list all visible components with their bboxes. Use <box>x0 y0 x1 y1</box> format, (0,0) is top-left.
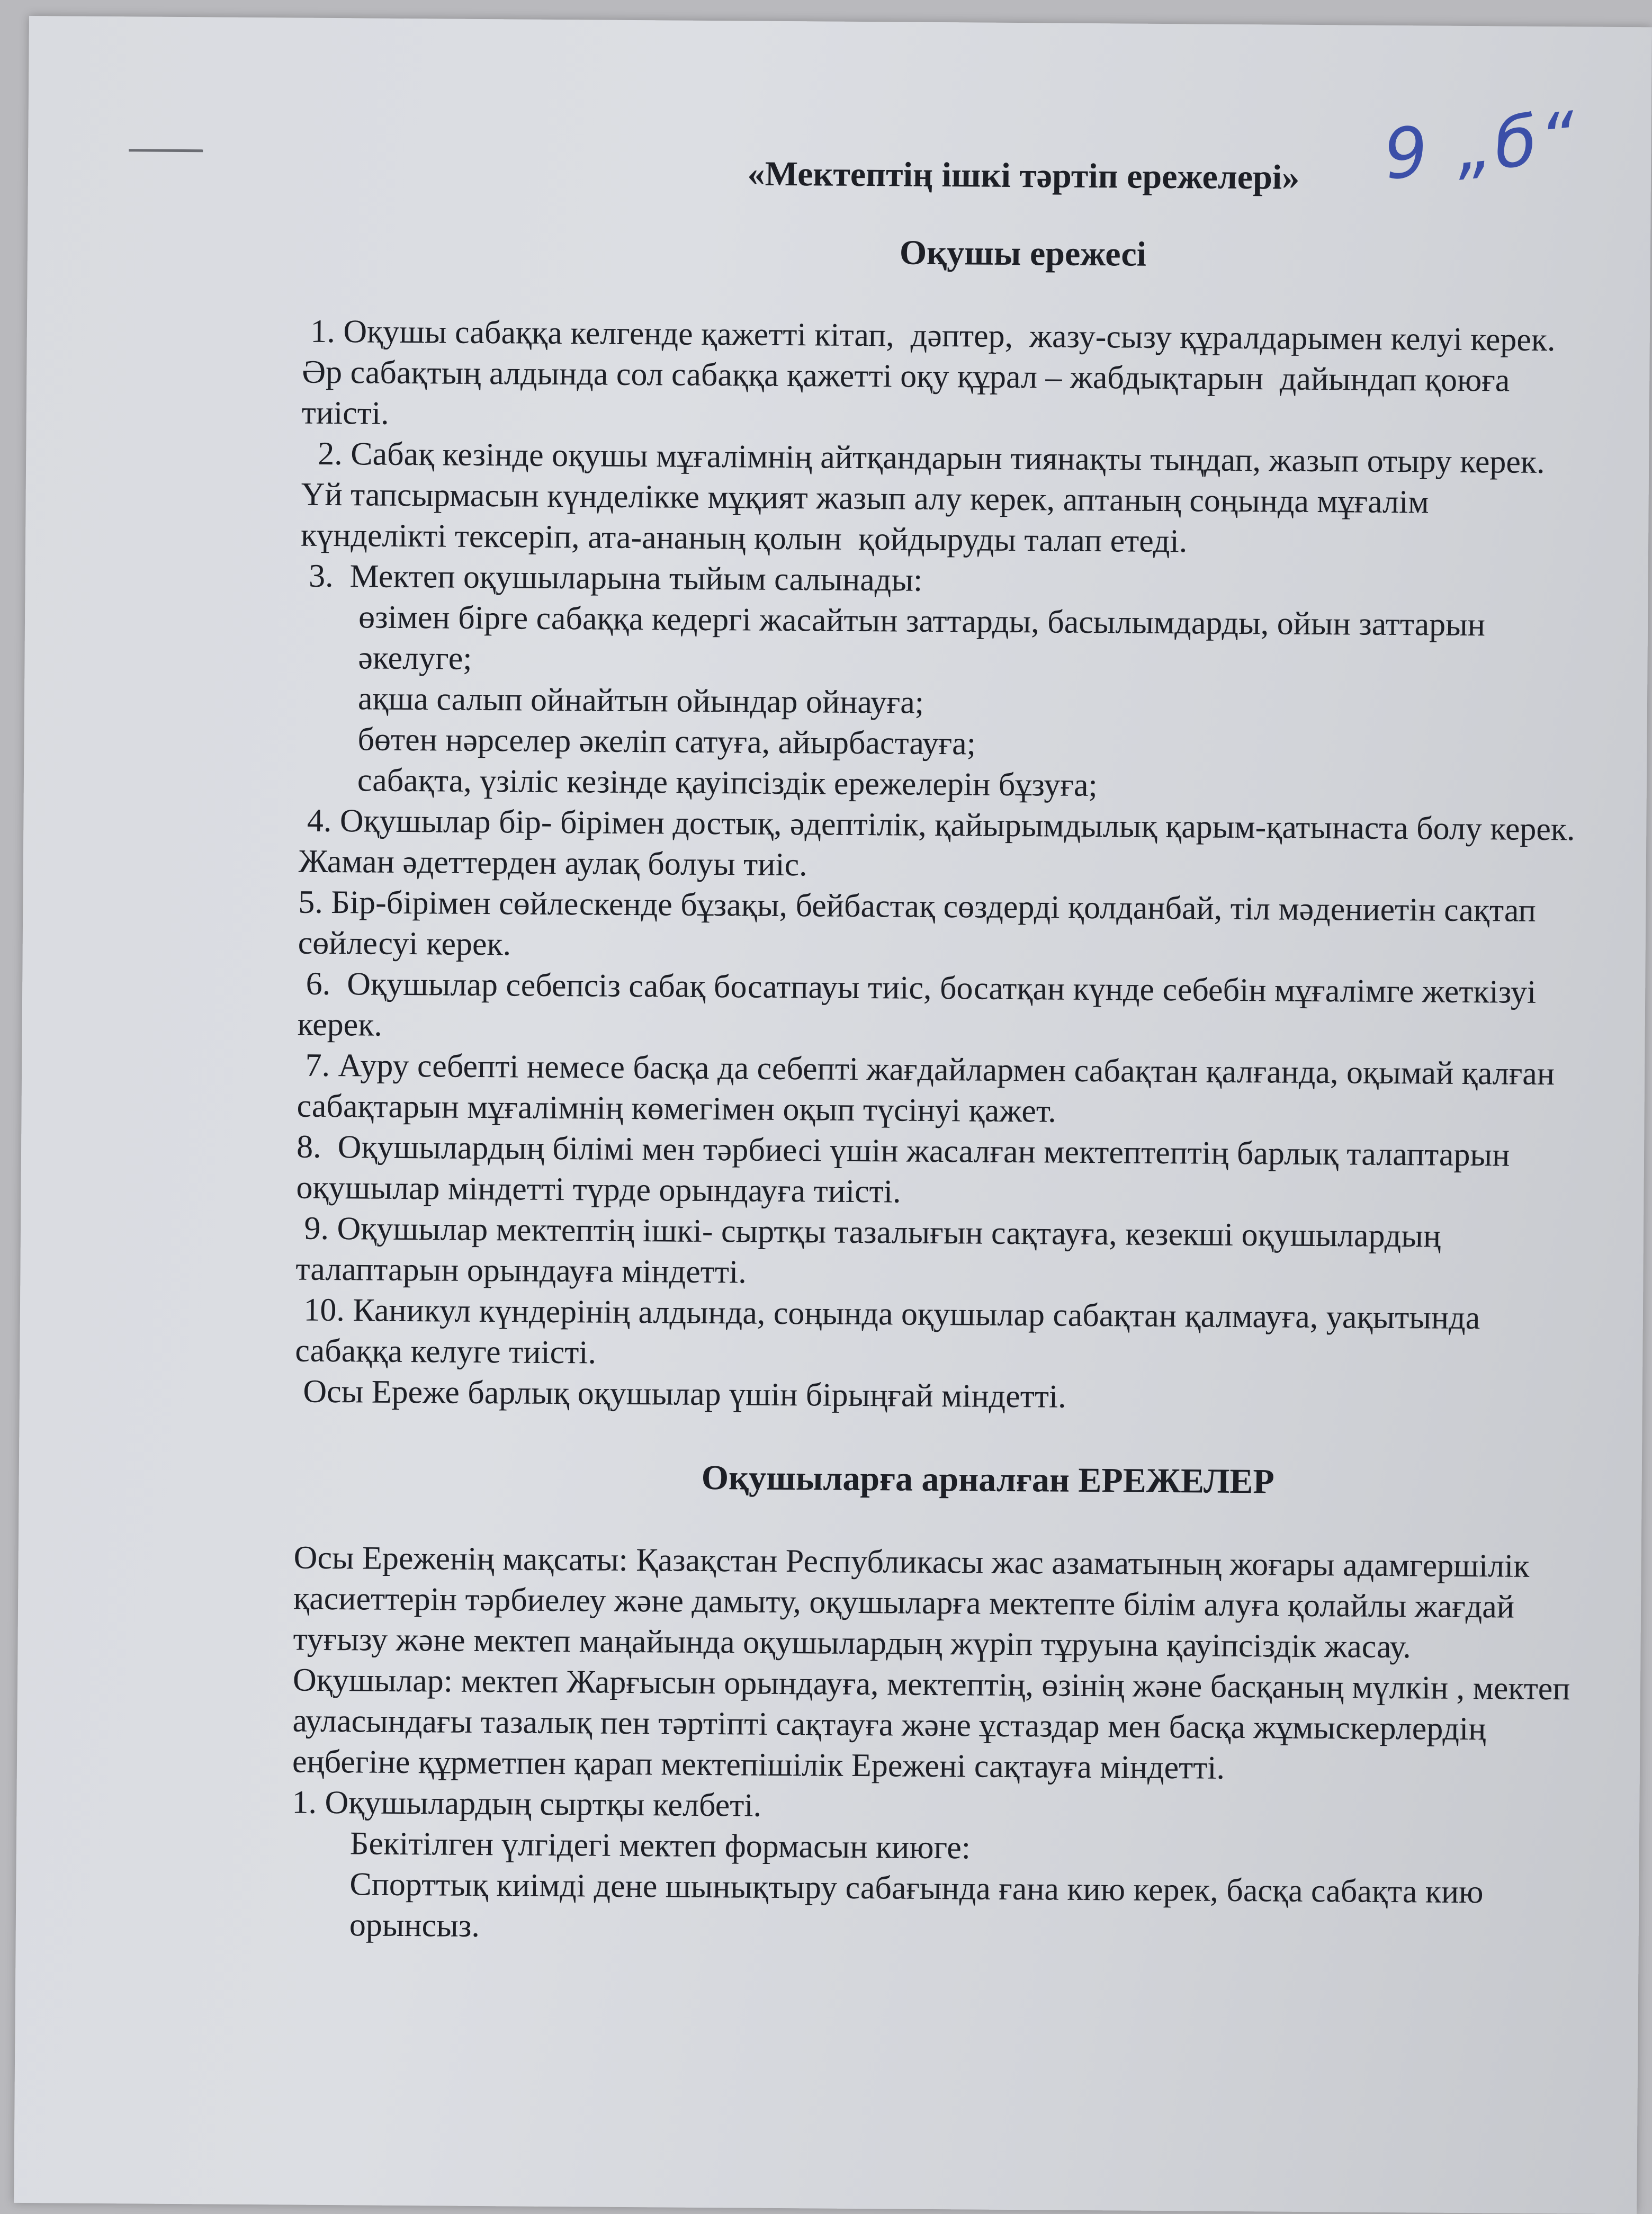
section-paragraph: 1. Оқушылардың сыртқы келбеті. <box>292 1784 762 1824</box>
section-subparagraph: Спорттық киімді дене шынықтыру сабағында ғана кию керек, басқа сабақта кию орынсыз. <box>349 1866 1484 1944</box>
rules-list <box>295 311 1584 1421</box>
rule-item: 7. Ауру себепті немесе басқа да себепті жағдайлармен сабақтан қалғанда, оқымай қалған сабақтарын мұғалімнің көмегімен оқып түсінуі қажет. <box>297 1047 1563 1130</box>
rule-subitem: ақша салып ойнайтын ойындар ойнауға; <box>357 680 924 721</box>
document-content <box>291 150 1585 1955</box>
rule-item: 1. Оқушы сабаққа келгенде қажетті кітап, дәптер, жазу-сызу құралдарымен келуі керек. Әр сабақтың алдында сол сабаққа қажетті оқу құрал – жабдықтарын дайындап қоюға тиісті. <box>301 313 1564 432</box>
rule-item: 2. Сабақ кезінде оқушы мұғалімнің айтқандарын тиянақты тыңдап, жазып отыру керек. Үй тапсырмасын күнделікке мұқият жазып алу керек, аптаның соңында мұғалім күнделікті тексеріп, ата-ананың қолын қойдыруды талап етеді. <box>300 435 1554 560</box>
staple-mark <box>129 149 203 152</box>
rule-item: 4. Оқушылар бір- бірімен достық, әдептілік, қайырымдылық қарым-қатынаста болу керек. Жаман әдеттерден аулақ болуы тиіс. <box>298 802 1584 883</box>
rule-item: 10. Каникул күндерінің алдында, соңында оқушылар сабақтан қалмауға, уақытында сабаққа келуге тиісті. <box>295 1292 1488 1371</box>
section-paragraph: Оқушылар: мектеп Жарғысын орындауға, мектептің, өзінің және басқаның мүлкін , мектеп ауласындағы тазалық пен тәртіпті сақтауға және ұстаздар мен басқа жұмыскерлердің еңбегіне құрметпен қарап мектепішілік Ережені сақтауға міндетті. <box>292 1662 1570 1786</box>
rule-item: 3. Мектеп оқушыларына тыйым салынады: <box>300 558 923 598</box>
handwritten-class-mark: 9 „б“ <box>1380 96 1583 195</box>
rule-subitem: өзімен бірге сабаққа кедергі жасайтын заттарды, басылымдарды, ойын заттарын әкелуге; <box>358 599 1494 677</box>
rule-item: 9. Оқушылар мектептің ішкі- сыртқы тазалығын сақтауға, кезекші оқушылардың талаптарын орындауға міндетті. <box>295 1210 1449 1290</box>
section-paragraphs <box>291 1538 1575 1955</box>
document-subtitle: Оқушы ережесі <box>899 233 1147 274</box>
rule-item: 5. Бір-бірімен сөйлескенде бұзақы, бейбастақ сөздерді қолданбай, тіл мәдениетін сақтап сөйлесуі керек. <box>298 884 1545 963</box>
document-title: «Мектептің ішкі тәртіп ережелері» <box>747 154 1300 197</box>
rule-closing: Осы Ереже барлық оқушылар үшін бірыңғай міндетті. <box>294 1373 1066 1415</box>
section-subparagraph: Бекітілген үлгідегі мектеп формасын киюге: <box>349 1825 971 1866</box>
rule-item: 8. Оқушылардың білімі мен тәрбиесі үшін жасалған мектептептің барлық талаптарын оқушылар міндетті түрде орындауға тиісті. <box>296 1128 1519 1210</box>
rule-subitem: бөтен нәрселер әкеліп сатуға, айырбастауға; <box>357 721 976 762</box>
document-page <box>14 16 1652 2214</box>
section-title: Оқушыларға арналған ЕРЕЖЕЛЕР <box>701 1458 1274 1501</box>
section-paragraph: Осы Ереженің мақсаты: Қазақстан Республикасы жас азаматының жоғары адамгершілік қасиеттерін тәрбиелеу және дамыту, оқушыларға мектепте білім алуға қолайлы жағдай туғызу және мектеп маңайында оқушылардың жүріп тұруына қауіпсіздік жасау. <box>293 1539 1530 1665</box>
rule-subitem: сабақта, үзіліс кезінде қауіпсіздік ережелерін бұзуға; <box>357 762 1098 804</box>
rule-item: 6. Оқушылар себепсіз сабақ босатпауы тиіс, босатқан күнде себебін мұғалімге жеткізуі керек. <box>297 965 1545 1043</box>
